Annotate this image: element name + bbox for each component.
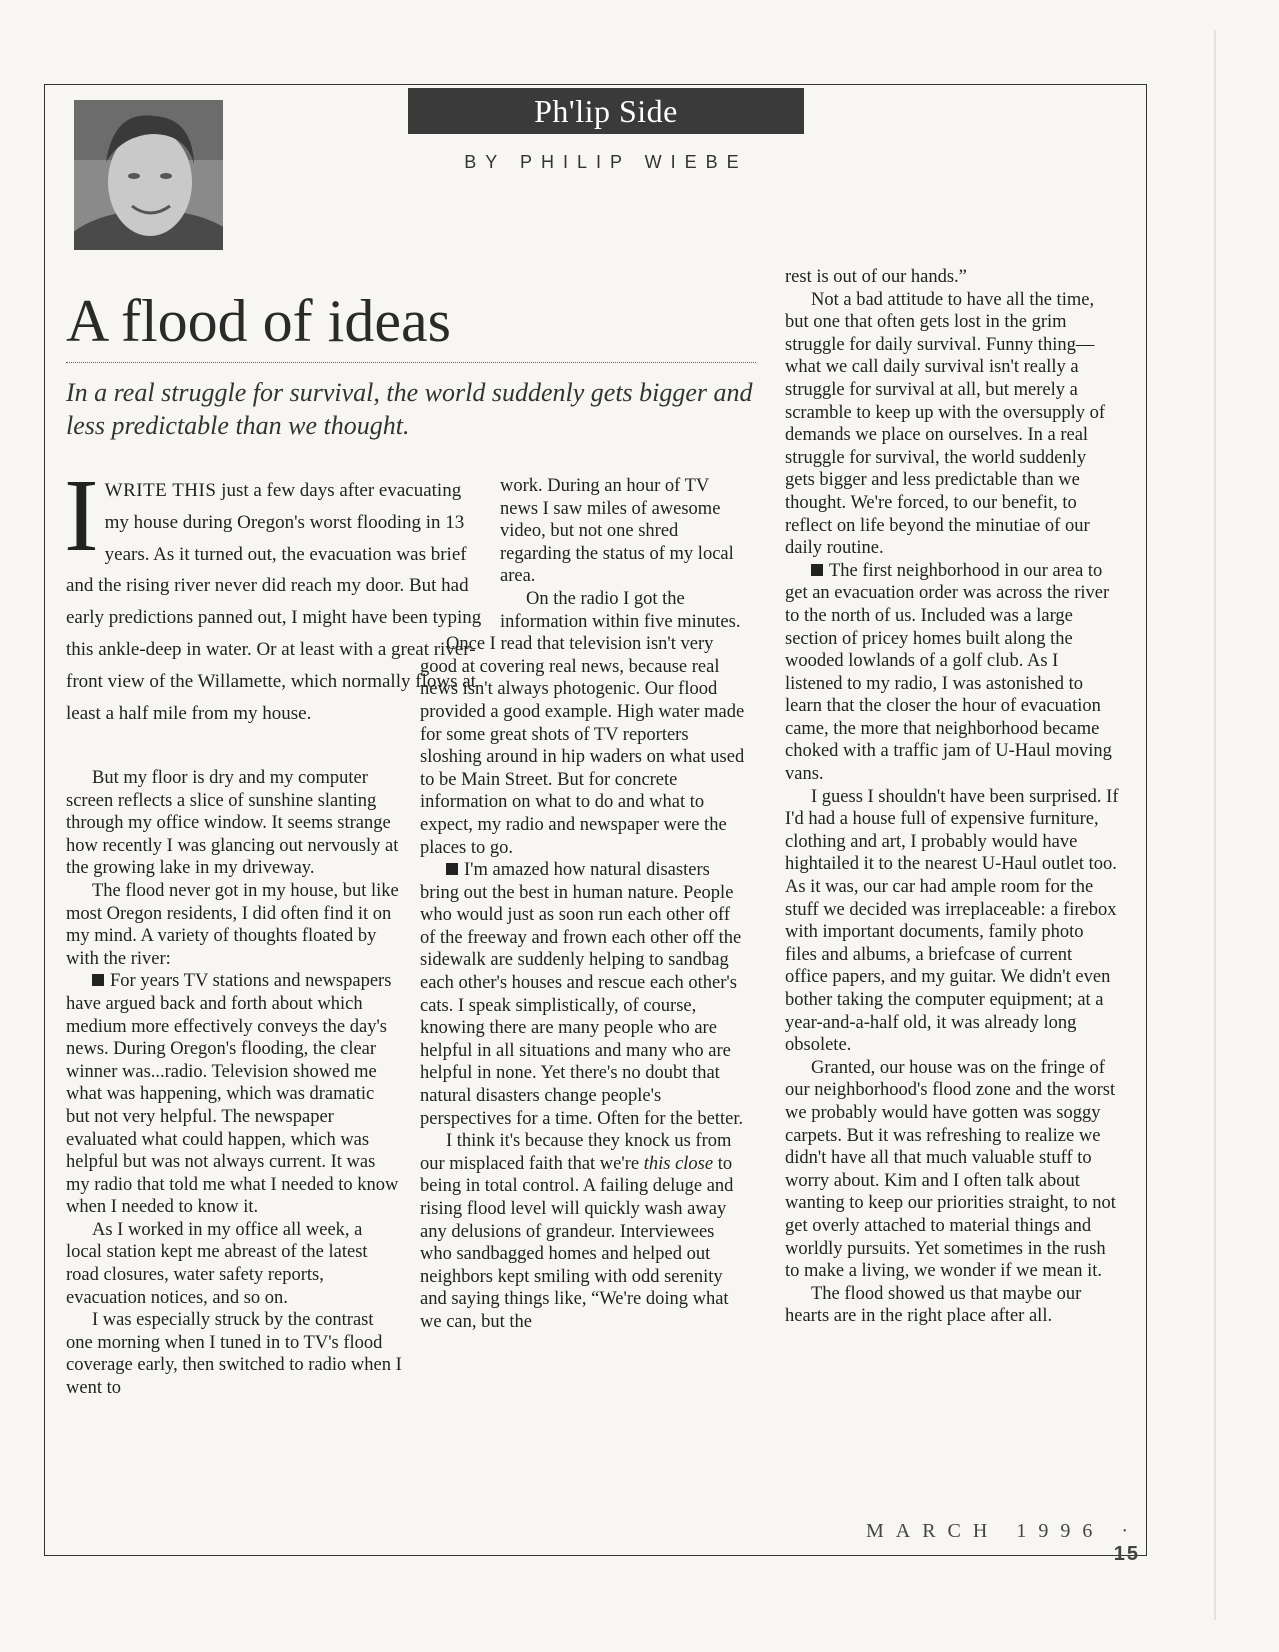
paragraph: But my floor is dry and my computer screen reflects a slice of sunshine slanting through my office window. It seems strange how recently I was glancing out nervously at the growing lake in my driveway. [66, 768, 399, 879]
paragraph: work. During an hour of TV news I saw miles of awesome video, but not one shred regarding the status of my local area. [500, 476, 734, 587]
column-1 [66, 767, 402, 1400]
paragraph: The flood never got in my house, but like most Oregon residents, I did often find it on my mind. A variety of thoughts floated by with the river: [66, 880, 399, 969]
author-photo [74, 100, 223, 250]
footer-separator: · [1121, 1520, 1140, 1542]
paragraph-text: The first neighborhood in our area to get an evacuation order was across the river to the north of us. Included was a large section of pricey homes built along the wooded lowlands of a golf club. As I listened to my radio, I was astonished to learn that the closer the hour of evacuation came, the more that neighborhood became choked with a traffic jam of U-Haul moving vans. [785, 560, 1112, 785]
paragraph: The flood showed us that maybe our hearts are in the right place after all. [785, 1283, 1082, 1327]
paragraph-text: I think it's because they knock us from our misplaced faith that we're [420, 1131, 732, 1174]
page-number: 15 [1113, 1543, 1140, 1565]
lead-text: just a few days after evacuating my house during Oregon's worst flooding in 13 years. As it turned out, the evacuation was brief and the rising river never did reach my door. But had early predictions panned out, I might have been typing this ankle-deep in water. Or at least with a great river-front view of the Willamette, which normally flows at least a half mile from my house. [66, 480, 482, 724]
square-bullet-icon [446, 863, 458, 875]
paragraph: On the radio I got the information within five minutes. [500, 588, 741, 632]
paragraph: Not a bad attitude to have all the time, but one that often gets lost in the grim struggle for daily survival. Funny thing—what we call daily survival isn't really a struggle for survival at all, but merely a scramble to keep up with the oversupply of demands we place on ourselves. In a real struggle for survival, the world suddenly gets bigger and less predictable than we thought. We're forced, to our benefit, to reflect on life beyond the minutiae of our daily routine. [785, 289, 1106, 559]
italic-phrase: this close [643, 1153, 714, 1174]
paragraph: rest is out of our hands.” [785, 267, 967, 287]
byline: BY PHILIP WIEBE [464, 152, 748, 172]
paragraph: I guess I shouldn't have been surprised. If I'd had a house full of expensive furniture, clothing and art, I probably would have hightailed it to the nearest U-Haul outlet too. As it was, our car had ample room for the stuff we decided was irreplaceable: a firebox with important documents, family photo files and albums, a briefcase of current office papers, and my guitar. We didn't even bother taking the computer equipment; at a year-and-a-half old, it was already long obsolete. [785, 786, 1119, 1056]
square-bullet-icon [811, 564, 823, 576]
paragraph [420, 1130, 750, 1333]
paragraph: As I worked in my office all week, a local station kept me abreast of the latest road closures, water safety reports, evacuation notices, and so on. [66, 1219, 368, 1308]
paragraph [420, 859, 750, 1130]
paragraph-text: to being in total control. A failing deluge and rising flood level will quickly wash away any delusions of grandeur. Interviewees who sandbagged homes and helped out neighbors kept smiling with odd serenity and saying things like, “We're doing what we can, but the [420, 1153, 734, 1332]
article-deck: In a real struggle for survival, the world suddenly gets bigger and less predictable than we thought. [66, 378, 753, 440]
page-edge-rule [1214, 30, 1216, 1620]
paragraph [785, 560, 1119, 786]
lead-smallcaps: WRITE THIS [104, 480, 217, 501]
paragraph [66, 970, 402, 1219]
column-3 [785, 266, 1119, 1328]
issue-date: MARCH 1996 [865, 1520, 1105, 1542]
paragraph-text: For years TV stations and newspapers have argued back and forth about which medium more effectively conveys the day's news. During Oregon's flooding, the clear winner was...radio. Television showed me what was happening, which was dramatic but not very helpful. The newspaper evaluated what could happen, which was helpful but was not always current. It was my radio that told me what I needed to know when I needed to know it. [66, 971, 399, 1218]
paragraph-text: I'm amazed how natural disasters bring out the best in human nature. People who would just as soon run each other off of the freeway and frown each other off the sidewalk are suddenly helping to sandbag each other's houses and rescue each other's cats. I speak simplistically, of course, knowing there are many people who are helpful in all situations and many who are helpful in none. Yet there's no doubt that natural disasters change people's perspectives for a time. Often for the better. [420, 860, 744, 1129]
paragraph: Once I read that television isn't very good at covering real news, because real news isn't always photogenic. Our flood provided a good example. High water made for some great shots of TV reporters sloshing around in hip waders on what used to be Main Street. But for concrete information on what to do and what to expect, my radio and newspaper were the places to go. [420, 634, 745, 858]
column-2 [420, 475, 750, 1334]
paragraph: I was especially struck by the contrast one morning when I tuned in to TV's flood coverage early, then switched to radio when I went to [66, 1310, 402, 1399]
page-footer [830, 1520, 1140, 1566]
square-bullet-icon [92, 974, 104, 986]
drop-cap: I [64, 458, 99, 573]
title-divider [66, 362, 756, 363]
column-banner: Ph'lip Side [408, 88, 804, 134]
article-title: A flood of ideas [66, 288, 451, 354]
paragraph: Granted, our house was on the fringe of our neighborhood's flood zone and the worst we probably would have gotten was soggy carpets. But it was refreshing to realize we didn't have all that much valuable stuff to worry about. Kim and I often talk about wanting to keep our priorities straight, to not get overly attached to material things and worldly pursuits. Yet sometimes in the rush to make a living, we wonder if we mean it. [785, 1057, 1116, 1282]
